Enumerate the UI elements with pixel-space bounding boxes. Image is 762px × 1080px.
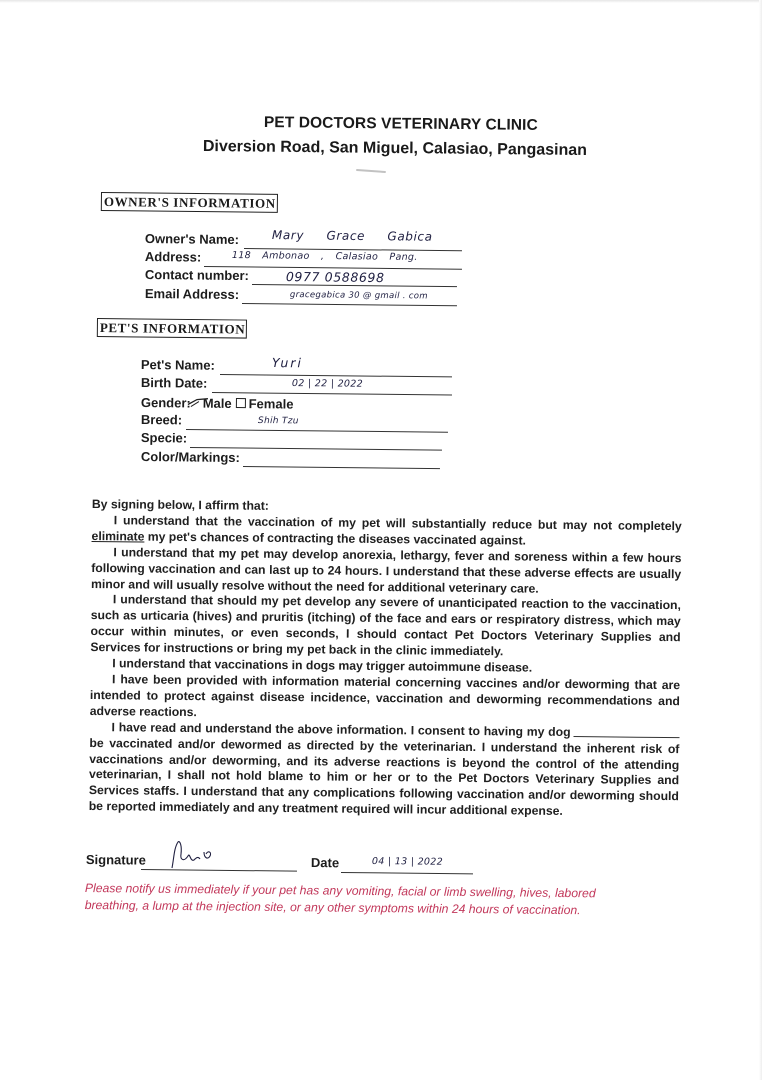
notice-text: Please notify us immediately if your pet has any vomiting, facial or limb swelling, hives, labored breathing, a lump at the injection site, or any other symptoms within 24 hours of vaccination.	[84, 880, 596, 918]
breed-line	[186, 429, 448, 433]
address-label: Address:	[144, 249, 202, 265]
consent-p1-underlined: eliminate	[91, 528, 145, 544]
consent-paragraph	[89, 720, 680, 822]
signature-label: Signature	[85, 852, 146, 868]
email-value[interactable]: gracegabica 30 @ gmail . com	[289, 290, 428, 302]
contact-value[interactable]: 0977 0588698	[285, 269, 385, 286]
birth-date-label: Birth Date:	[140, 375, 208, 391]
owner-section-title: OWNER'S INFORMATION	[101, 192, 278, 213]
pet-name-label: Pet's Name:	[140, 357, 215, 373]
color-markings-line	[243, 466, 440, 469]
specie-label: Specie:	[140, 430, 188, 446]
owner-name-value[interactable]: Mary Grace Gabica	[271, 228, 433, 244]
date-label: Date	[310, 855, 340, 871]
consent-p6-end: be vaccinated and/or dewormed as directed by the veterinarian. I understand the inherent risk of vaccinations and/or deworming, and its adverse reactions is beyond the control of the attending veterinarian, I shall not hold blame to him or her or to the Pet Doctors Veterinary Supplies and Services staffs. I understand that any complications following vaccination and/or deworming should be reported immediately and any treatment required will incur additional expense.	[88, 735, 680, 819]
breed-label: Breed:	[140, 412, 183, 428]
pet-section-title: PET'S INFORMATION	[97, 318, 248, 339]
consent-intro: By signing below, I affirm that:	[91, 497, 269, 513]
page-edge	[0, 0, 762, 3]
dog-name-blank[interactable]	[574, 736, 680, 738]
birth-date-line	[212, 392, 452, 396]
signature-scribble-icon[interactable]	[160, 832, 220, 872]
clinic-address: Diversion Road, San Miguel, Calasiao, Pangasinan	[202, 138, 588, 160]
address-value[interactable]: 118 Ambonao , Calasiao Pang.	[231, 250, 418, 263]
consent-paragraph: I have been provided with information material concerning vaccines and/or deworming that are intended to protect against disease incidence, vaccination and deworming recommendations and adverse reactions.	[89, 672, 681, 719]
pet-name-value[interactable]: Yuri	[271, 355, 304, 371]
consent-paragraph: I understand that my pet may develop anorexia, lethargy, fever and soreness within a few hours following vaccination and can last up to 24 hours. I understand that these adverse effects are usually minor and will usually resolve without the need for additional veterinary care.	[91, 544, 682, 596]
date-line	[341, 872, 473, 874]
checkbox-female-icon[interactable]	[236, 398, 246, 408]
pet-name-line	[220, 374, 452, 377]
consent-p6-start: I have read and understand the above information. I consent to having my dog	[111, 719, 571, 739]
email-line	[242, 303, 457, 306]
gender-female-option: Female	[248, 396, 294, 412]
color-markings-label: Color/Markings:	[140, 449, 240, 466]
gender-row	[141, 395, 294, 412]
consent-text	[89, 497, 682, 821]
consent-p1-end: my pet's chances of contracting the diseases vaccinated against.	[144, 529, 527, 548]
breed-value[interactable]: Shih Tzu	[257, 416, 299, 427]
email-label: Email Address:	[144, 286, 240, 302]
scan-smudge	[356, 169, 386, 173]
consent-p1-start: I understand that the vaccination of my pet will substantially reduce but may not completely	[113, 513, 682, 534]
contact-label: Contact number:	[144, 267, 249, 284]
checkbox-male-checked-icon[interactable]	[191, 399, 201, 409]
owner-name-label: Owner's Name:	[144, 231, 240, 247]
birth-date-value[interactable]: 02 | 22 | 2022	[291, 378, 364, 390]
consent-paragraph: I understand that should my pet develop any severe of unanticipated reaction to the vaccination, such as urticaria (hives) and pruritis (itching) of the face and ears or respiratory distress, which may occur within minutes, or even seconds, I should contact Pet Doctors Veterinary Supplies and Services for instructions or bring my pet back in the clinic immediately.	[90, 592, 681, 659]
gender-male-option: Male	[202, 395, 232, 411]
consent-paragraph: I understand that vaccinations in dogs may trigger autoimmune disease.	[112, 656, 533, 675]
date-value[interactable]: 04 | 13 | 2022	[371, 856, 444, 868]
clinic-name: PET DOCTORS VETERINARY CLINIC	[263, 114, 538, 134]
gender-label: Gender:	[140, 395, 191, 411]
